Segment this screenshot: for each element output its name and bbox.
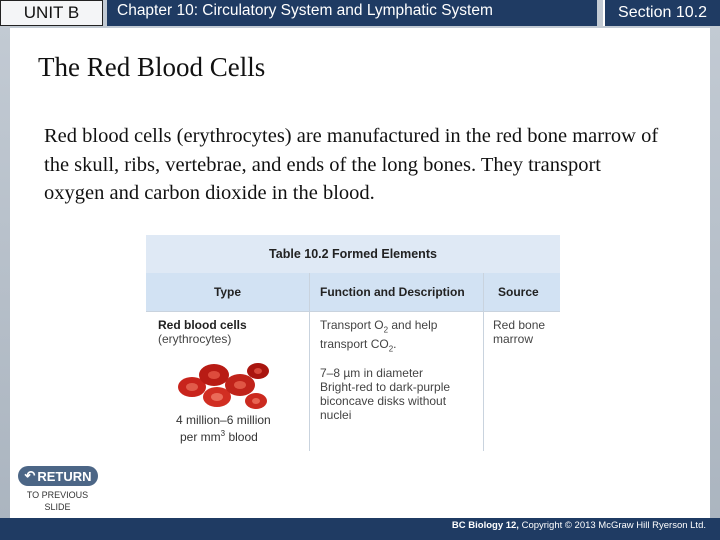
count-line-2: per $mm^3$ blood	[180, 429, 258, 444]
return-caption-line-2: SLIDE	[44, 502, 71, 512]
row-function-cell	[320, 318, 437, 357]
footer-brand: BC Biology 12,	[451, 520, 519, 531]
table-title: Table 10.2 Formed Elements	[146, 235, 560, 274]
formed-elements-table	[140, 229, 560, 451]
row-description-cell	[320, 366, 450, 422]
desc-line-1: 7–8 µm in diameter	[320, 366, 423, 380]
slide-title: The Red Blood Cells	[38, 52, 266, 82]
source-line-2: marrow	[493, 332, 534, 346]
desc-line-3: biconcave disks without	[320, 394, 447, 408]
section-label: Section 10.2	[603, 0, 720, 26]
cell-count-label	[176, 413, 271, 444]
red-blood-cells-icon	[172, 357, 272, 415]
return-button[interactable]	[18, 466, 98, 486]
count-line-1: 4 million–6 million	[176, 413, 271, 427]
row-type-name: Red blood cells	[158, 318, 247, 332]
slide-header	[0, 0, 720, 26]
footer-copyright	[452, 520, 706, 531]
col-header-type: Type	[146, 273, 309, 311]
desc-line-4: nuclei	[320, 408, 352, 422]
chapter-title: Chapter 10: Circulatory System and Lymphatic System	[107, 0, 597, 26]
col-header-source: Source	[484, 273, 560, 311]
source-line-1: Red bone	[493, 318, 546, 332]
return-caption	[15, 489, 100, 513]
return-button-label: RETURN	[37, 468, 92, 484]
row-divider	[146, 311, 560, 312]
unit-label: UNIT B	[0, 0, 103, 26]
row-type-sub: (erythrocytes)	[158, 332, 232, 346]
return-caption-line-1: TO PREVIOUS	[26, 490, 89, 500]
desc-line-2: Bright-red to dark-purple	[320, 380, 451, 394]
slide-body-text: Red blood cells (erythrocytes) are manufactured in the red bone marrow of the skull, ribs, vertebrae, and ends of the long bones. They transport oxygen and carbon dioxide in the blood.	[44, 125, 659, 204]
row-type-cell	[158, 318, 247, 346]
column-divider	[309, 273, 310, 451]
function-line-2: transport $CO_2$.	[320, 337, 397, 354]
footer-copyright-text: Copyright © 2013 McGraw Hill Ryerson Ltd.	[518, 520, 706, 531]
column-divider	[483, 273, 484, 451]
return-arrow-icon: ↶	[24, 468, 36, 483]
col-header-function: Function and Description	[310, 273, 483, 311]
function-line-1: Transport $O_2$ and help	[320, 318, 438, 335]
row-source-cell	[493, 318, 545, 346]
